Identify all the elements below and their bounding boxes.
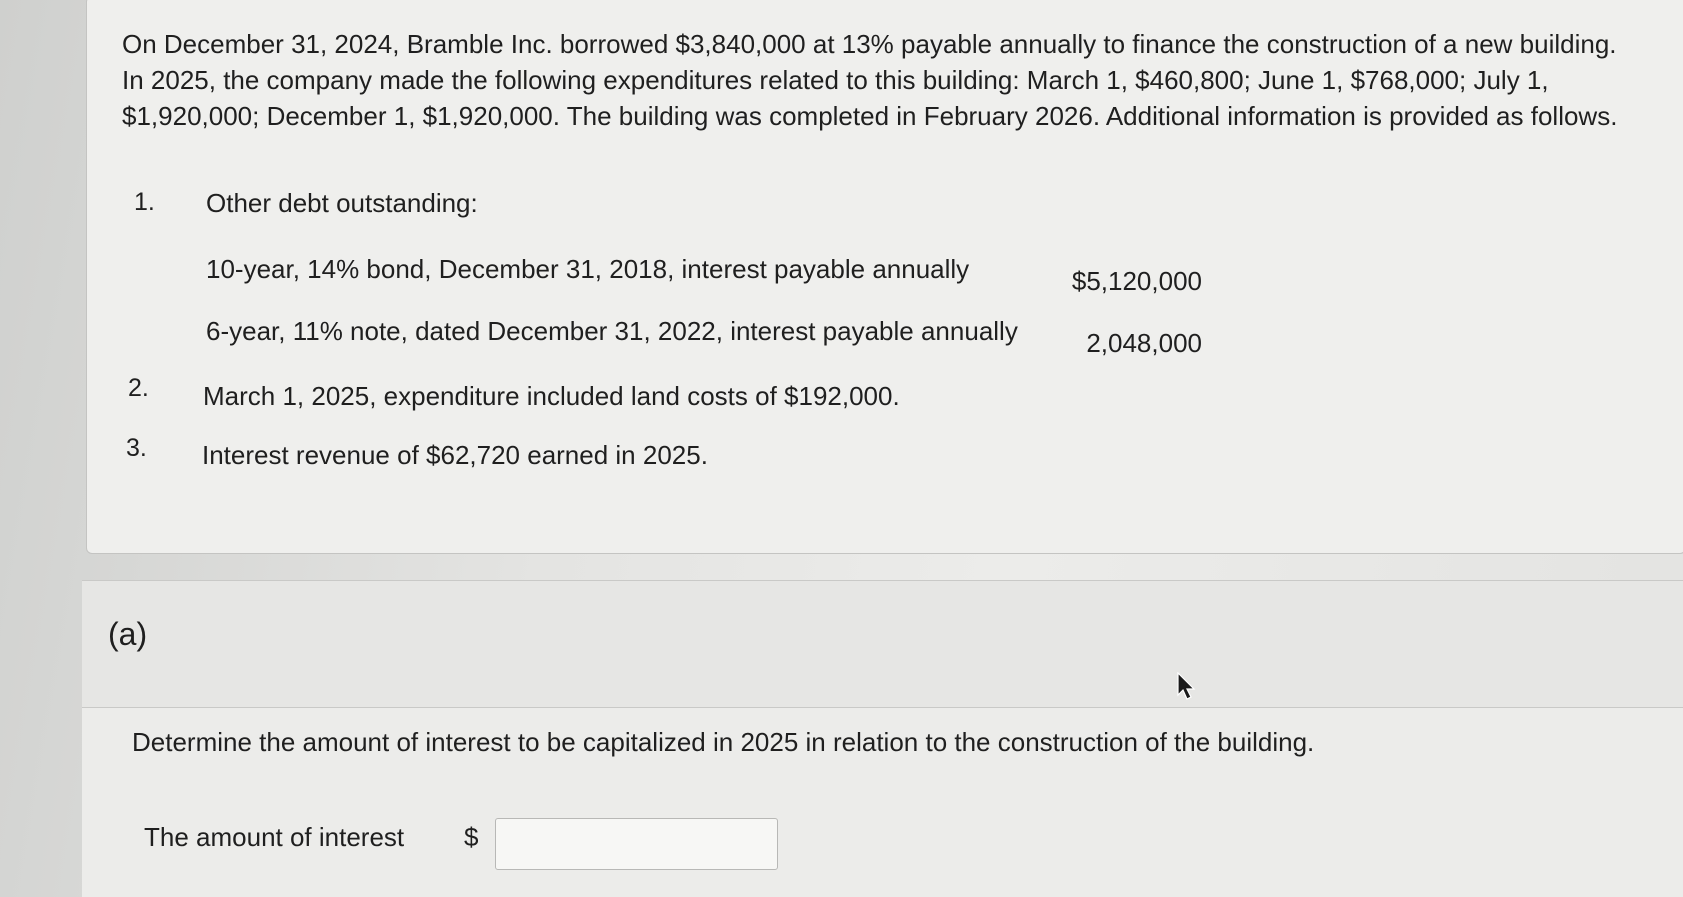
debt-amount-bond: $5,120,000 — [1071, 266, 1202, 296]
problem-intro: On December 31, 2024, Bramble Inc. borrowed $3,840,000 at 13% payable annually to finance the construction of a new building. In 2025, the company made the following expenditures related to this building: March 1, $460,800; June 1, $768,000; July 1, $1,920,000; December 1, $1,920,000. The building was completed in February 2026. Additional information is provided as follows. — [122, 29, 1618, 131]
mouse-pointer-icon — [1176, 672, 1198, 702]
debt-description-bond: 10-year, 14% bond, December 31, 2018, interest payable annually — [206, 254, 970, 284]
item-number-3: 3. — [126, 434, 147, 462]
item-number-1: 1. — [134, 188, 155, 216]
part-a-label: (a) — [108, 616, 148, 652]
answer-label: The amount of interest — [144, 822, 405, 852]
part-a-question: Determine the amount of interest to be capitalized in 2025 in relation to the construction of the building. — [132, 727, 1315, 757]
item-text-interest-revenue: Interest revenue of $62,720 earned in 2025. — [202, 440, 708, 470]
interest-amount-input[interactable] — [495, 818, 778, 870]
item-number-2: 2. — [128, 374, 149, 402]
item-text-land-costs: March 1, 2025, expenditure included land costs of $192,000. — [203, 381, 900, 411]
part-a-header — [82, 580, 1683, 708]
currency-symbol: $ — [464, 822, 479, 852]
item-text-other-debt: Other debt outstanding: — [206, 188, 478, 218]
debt-description-note: 6-year, 11% note, dated December 31, 2022, interest payable annually — [206, 316, 1018, 346]
debt-amount-note: 2,048,000 — [1086, 328, 1202, 358]
